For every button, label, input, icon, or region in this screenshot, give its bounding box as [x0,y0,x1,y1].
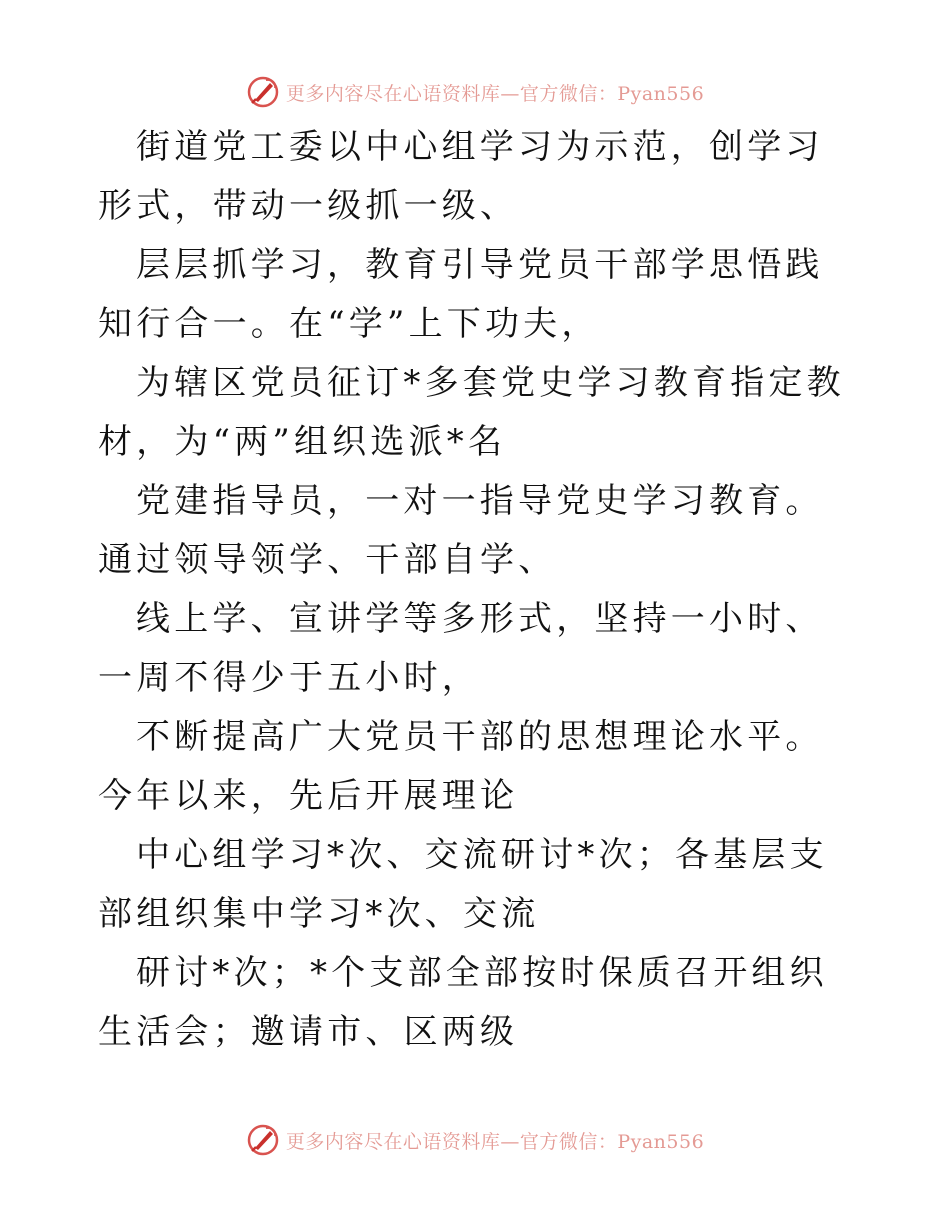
watermark-text: 更多内容尽在心语资料库—官方微信：Pyan556 [285,82,705,105]
paragraph: 研讨*次；*个支部全部按时保质召开组织生活会；邀请市、区两级 [98,953,828,1052]
paragraph: 线上学、宣讲学等多形式，坚持一小时、一周不得少于五小时， [98,599,824,698]
paragraph: 层层抓学习，教育引导党员干部学思悟践知行合一。在“学”上下功夫， [98,245,824,344]
quill-pen-logo-icon [246,1123,280,1157]
paragraph: 党建指导员，一对一指导党史学习教育。通过领导领学、干部自学、 [98,481,824,580]
paragraph: 不断提高广大党员干部的思想理论水平。今年以来，先后开展理论 [98,717,824,816]
header-watermark [0,72,950,112]
paragraph: 中心组学习*次、交流研讨*次；各基层支部组织集中学习*次、交流 [98,835,828,934]
paragraph: 为辖区党员征订*多套党史学习教育指定教材，为“两”组织选派*名 [98,363,845,462]
document-body [98,118,858,1062]
watermark-text: 更多内容尽在心语资料库—官方微信：Pyan556 [285,1130,705,1153]
paragraph: 街道党工委以中心组学习为示范，创学习形式，带动一级抓一级、 [98,127,824,226]
footer-watermark [0,1120,950,1160]
quill-pen-logo-icon [246,75,280,109]
